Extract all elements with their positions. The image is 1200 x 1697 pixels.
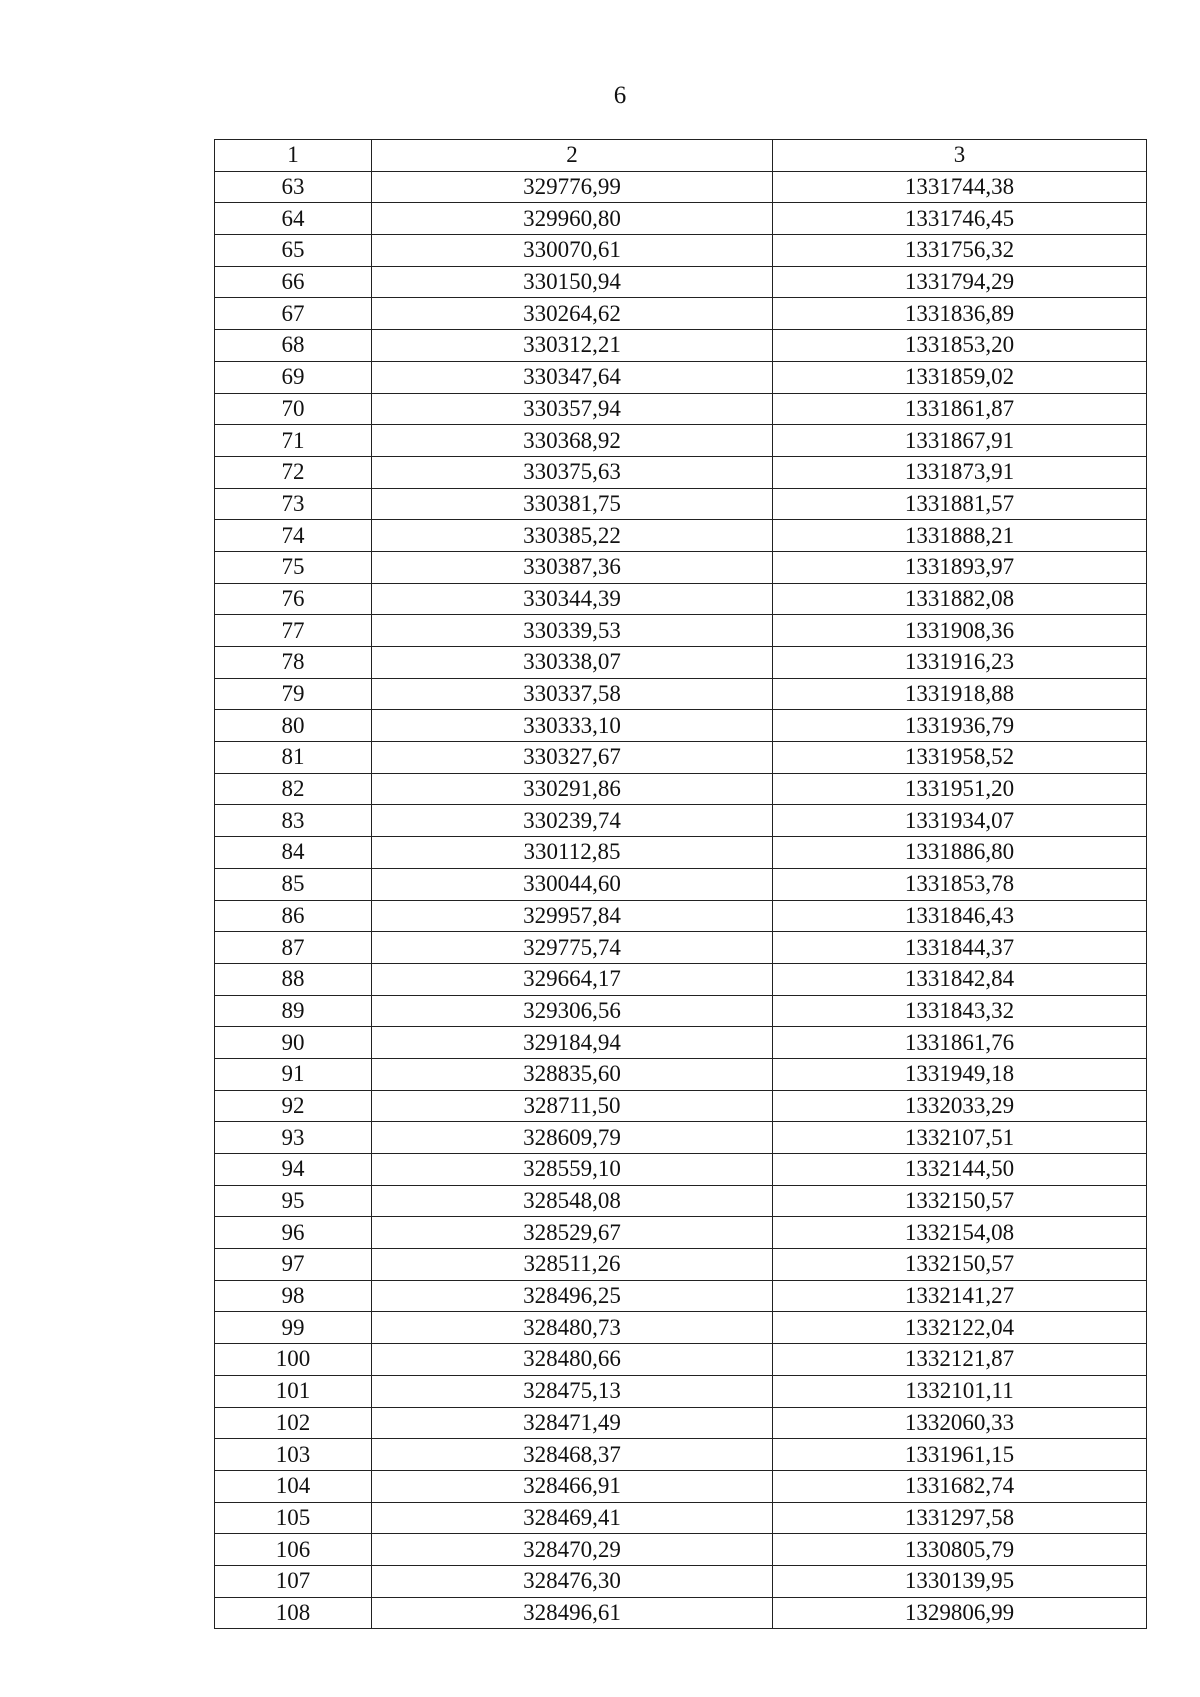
table-row xyxy=(215,1565,1147,1597)
point-number-cell: 86 xyxy=(215,900,372,932)
y-coordinate-cell: 1331844,37 xyxy=(773,932,1147,964)
table-row xyxy=(215,456,1147,488)
x-coordinate-cell: 328466,91 xyxy=(372,1470,773,1502)
x-coordinate-cell: 330333,10 xyxy=(372,710,773,742)
x-coordinate-cell: 328471,49 xyxy=(372,1407,773,1439)
column-header: 3 xyxy=(773,140,1147,172)
y-coordinate-cell: 1331873,91 xyxy=(773,456,1147,488)
coordinates-table xyxy=(214,139,1147,1629)
x-coordinate-cell: 328496,61 xyxy=(372,1597,773,1629)
y-coordinate-cell: 1331961,15 xyxy=(773,1439,1147,1471)
table-row xyxy=(215,1280,1147,1312)
table-row xyxy=(215,615,1147,647)
point-number-cell: 105 xyxy=(215,1502,372,1534)
table-row xyxy=(215,1154,1147,1186)
table-row xyxy=(215,710,1147,742)
table-row xyxy=(215,203,1147,235)
x-coordinate-cell: 330381,75 xyxy=(372,488,773,520)
x-coordinate-cell: 328559,10 xyxy=(372,1154,773,1186)
point-number-cell: 104 xyxy=(215,1470,372,1502)
point-number-cell: 80 xyxy=(215,710,372,742)
table-row xyxy=(215,1407,1147,1439)
y-coordinate-cell: 1331859,02 xyxy=(773,361,1147,393)
point-number-cell: 81 xyxy=(215,742,372,774)
x-coordinate-cell: 329775,74 xyxy=(372,932,773,964)
point-number-cell: 94 xyxy=(215,1154,372,1186)
point-number-cell: 74 xyxy=(215,520,372,552)
table-row xyxy=(215,235,1147,267)
table-row xyxy=(215,963,1147,995)
point-number-cell: 108 xyxy=(215,1597,372,1629)
table-row xyxy=(215,1597,1147,1629)
y-coordinate-cell: 1331888,21 xyxy=(773,520,1147,552)
point-number-cell: 93 xyxy=(215,1122,372,1154)
table-row xyxy=(215,900,1147,932)
x-coordinate-cell: 329664,17 xyxy=(372,963,773,995)
point-number-cell: 83 xyxy=(215,805,372,837)
y-coordinate-cell: 1331746,45 xyxy=(773,203,1147,235)
table-row xyxy=(215,995,1147,1027)
page-number: 6 xyxy=(613,82,627,109)
table-row xyxy=(215,361,1147,393)
point-number-cell: 71 xyxy=(215,425,372,457)
table-row xyxy=(215,1027,1147,1059)
point-number-cell: 99 xyxy=(215,1312,372,1344)
table-row xyxy=(215,773,1147,805)
x-coordinate-cell: 328609,79 xyxy=(372,1122,773,1154)
y-coordinate-cell: 1332154,08 xyxy=(773,1217,1147,1249)
table-row xyxy=(215,1058,1147,1090)
table-row xyxy=(215,520,1147,552)
point-number-cell: 67 xyxy=(215,298,372,330)
point-number-cell: 90 xyxy=(215,1027,372,1059)
x-coordinate-cell: 330368,92 xyxy=(372,425,773,457)
y-coordinate-cell: 1331682,74 xyxy=(773,1470,1147,1502)
table-row xyxy=(215,1502,1147,1534)
point-number-cell: 87 xyxy=(215,932,372,964)
point-number-cell: 68 xyxy=(215,330,372,362)
y-coordinate-cell: 1331893,97 xyxy=(773,551,1147,583)
point-number-cell: 69 xyxy=(215,361,372,393)
y-coordinate-cell: 1332060,33 xyxy=(773,1407,1147,1439)
y-coordinate-cell: 1332101,11 xyxy=(773,1375,1147,1407)
table-row xyxy=(215,678,1147,710)
x-coordinate-cell: 328470,29 xyxy=(372,1534,773,1566)
point-number-cell: 95 xyxy=(215,1185,372,1217)
y-coordinate-cell: 1331949,18 xyxy=(773,1058,1147,1090)
point-number-cell: 85 xyxy=(215,868,372,900)
y-coordinate-cell: 1331936,79 xyxy=(773,710,1147,742)
y-coordinate-cell: 1331836,89 xyxy=(773,298,1147,330)
point-number-cell: 92 xyxy=(215,1090,372,1122)
x-coordinate-cell: 329776,99 xyxy=(372,171,773,203)
table-body xyxy=(215,171,1147,1629)
x-coordinate-cell: 329306,56 xyxy=(372,995,773,1027)
x-coordinate-cell: 329184,94 xyxy=(372,1027,773,1059)
point-number-cell: 84 xyxy=(215,837,372,869)
y-coordinate-cell: 1331867,91 xyxy=(773,425,1147,457)
table-row xyxy=(215,1249,1147,1281)
point-number-cell: 98 xyxy=(215,1280,372,1312)
x-coordinate-cell: 328480,73 xyxy=(372,1312,773,1344)
point-number-cell: 64 xyxy=(215,203,372,235)
y-coordinate-cell: 1330139,95 xyxy=(773,1565,1147,1597)
point-number-cell: 107 xyxy=(215,1565,372,1597)
point-number-cell: 100 xyxy=(215,1344,372,1376)
point-number-cell: 102 xyxy=(215,1407,372,1439)
x-coordinate-cell: 328480,66 xyxy=(372,1344,773,1376)
x-coordinate-cell: 330387,36 xyxy=(372,551,773,583)
x-coordinate-cell: 330150,94 xyxy=(372,266,773,298)
table-row xyxy=(215,1439,1147,1471)
point-number-cell: 75 xyxy=(215,551,372,583)
x-coordinate-cell: 330344,39 xyxy=(372,583,773,615)
x-coordinate-cell: 328496,25 xyxy=(372,1280,773,1312)
x-coordinate-cell: 330375,63 xyxy=(372,456,773,488)
y-coordinate-cell: 1331794,29 xyxy=(773,266,1147,298)
table-row xyxy=(215,647,1147,679)
table-row xyxy=(215,742,1147,774)
table-row xyxy=(215,330,1147,362)
y-coordinate-cell: 1331882,08 xyxy=(773,583,1147,615)
point-number-cell: 103 xyxy=(215,1439,372,1471)
point-number-cell: 70 xyxy=(215,393,372,425)
point-number-cell: 66 xyxy=(215,266,372,298)
table-row xyxy=(215,1344,1147,1376)
column-header: 1 xyxy=(215,140,372,172)
table-row xyxy=(215,1185,1147,1217)
y-coordinate-cell: 1331958,52 xyxy=(773,742,1147,774)
x-coordinate-cell: 330338,07 xyxy=(372,647,773,679)
x-coordinate-cell: 328468,37 xyxy=(372,1439,773,1471)
y-coordinate-cell: 1331951,20 xyxy=(773,773,1147,805)
x-coordinate-cell: 330337,58 xyxy=(372,678,773,710)
point-number-cell: 88 xyxy=(215,963,372,995)
y-coordinate-cell: 1331756,32 xyxy=(773,235,1147,267)
x-coordinate-cell: 330291,86 xyxy=(372,773,773,805)
point-number-cell: 91 xyxy=(215,1058,372,1090)
table-row xyxy=(215,837,1147,869)
table-row xyxy=(215,488,1147,520)
point-number-cell: 72 xyxy=(215,456,372,488)
y-coordinate-cell: 1332107,51 xyxy=(773,1122,1147,1154)
point-number-cell: 97 xyxy=(215,1249,372,1281)
x-coordinate-cell: 328476,30 xyxy=(372,1565,773,1597)
point-number-cell: 106 xyxy=(215,1534,372,1566)
point-number-cell: 73 xyxy=(215,488,372,520)
table-row xyxy=(215,393,1147,425)
y-coordinate-cell: 1332144,50 xyxy=(773,1154,1147,1186)
x-coordinate-cell: 330312,21 xyxy=(372,330,773,362)
y-coordinate-cell: 1331886,80 xyxy=(773,837,1147,869)
table-row xyxy=(215,425,1147,457)
y-coordinate-cell: 1329806,99 xyxy=(773,1597,1147,1629)
table-row xyxy=(215,298,1147,330)
y-coordinate-cell: 1331916,23 xyxy=(773,647,1147,679)
y-coordinate-cell: 1331744,38 xyxy=(773,171,1147,203)
x-coordinate-cell: 330112,85 xyxy=(372,837,773,869)
table-row xyxy=(215,805,1147,837)
table-row xyxy=(215,1122,1147,1154)
y-coordinate-cell: 1331843,32 xyxy=(773,995,1147,1027)
y-coordinate-cell: 1330805,79 xyxy=(773,1534,1147,1566)
y-coordinate-cell: 1331881,57 xyxy=(773,488,1147,520)
table-row xyxy=(215,1312,1147,1344)
x-coordinate-cell: 329960,80 xyxy=(372,203,773,235)
y-coordinate-cell: 1331861,76 xyxy=(773,1027,1147,1059)
y-coordinate-cell: 1331918,88 xyxy=(773,678,1147,710)
x-coordinate-cell: 330327,67 xyxy=(372,742,773,774)
table-row xyxy=(215,583,1147,615)
x-coordinate-cell: 328475,13 xyxy=(372,1375,773,1407)
x-coordinate-cell: 328469,41 xyxy=(372,1502,773,1534)
y-coordinate-cell: 1331846,43 xyxy=(773,900,1147,932)
point-number-cell: 79 xyxy=(215,678,372,710)
x-coordinate-cell: 330239,74 xyxy=(372,805,773,837)
x-coordinate-cell: 328511,26 xyxy=(372,1249,773,1281)
x-coordinate-cell: 328711,50 xyxy=(372,1090,773,1122)
point-number-cell: 77 xyxy=(215,615,372,647)
y-coordinate-cell: 1331934,07 xyxy=(773,805,1147,837)
table-row xyxy=(215,1090,1147,1122)
table-row xyxy=(215,1375,1147,1407)
table-row xyxy=(215,1534,1147,1566)
y-coordinate-cell: 1331842,84 xyxy=(773,963,1147,995)
x-coordinate-cell: 330070,61 xyxy=(372,235,773,267)
y-coordinate-cell: 1332122,04 xyxy=(773,1312,1147,1344)
y-coordinate-cell: 1332150,57 xyxy=(773,1249,1147,1281)
table-row xyxy=(215,171,1147,203)
table-row xyxy=(215,551,1147,583)
x-coordinate-cell: 330385,22 xyxy=(372,520,773,552)
table-row xyxy=(215,1217,1147,1249)
x-coordinate-cell: 328835,60 xyxy=(372,1058,773,1090)
column-header: 2 xyxy=(372,140,773,172)
y-coordinate-cell: 1331853,78 xyxy=(773,868,1147,900)
x-coordinate-cell: 330264,62 xyxy=(372,298,773,330)
table-row xyxy=(215,1470,1147,1502)
table-row xyxy=(215,868,1147,900)
point-number-cell: 65 xyxy=(215,235,372,267)
point-number-cell: 82 xyxy=(215,773,372,805)
x-coordinate-cell: 330044,60 xyxy=(372,868,773,900)
x-coordinate-cell: 329957,84 xyxy=(372,900,773,932)
y-coordinate-cell: 1331297,58 xyxy=(773,1502,1147,1534)
y-coordinate-cell: 1331861,87 xyxy=(773,393,1147,425)
table-row xyxy=(215,266,1147,298)
point-number-cell: 76 xyxy=(215,583,372,615)
y-coordinate-cell: 1332121,87 xyxy=(773,1344,1147,1376)
y-coordinate-cell: 1332033,29 xyxy=(773,1090,1147,1122)
point-number-cell: 101 xyxy=(215,1375,372,1407)
point-number-cell: 96 xyxy=(215,1217,372,1249)
y-coordinate-cell: 1332150,57 xyxy=(773,1185,1147,1217)
point-number-cell: 78 xyxy=(215,647,372,679)
point-number-cell: 89 xyxy=(215,995,372,1027)
x-coordinate-cell: 330357,94 xyxy=(372,393,773,425)
table-header-row xyxy=(215,140,1147,172)
point-number-cell: 63 xyxy=(215,171,372,203)
x-coordinate-cell: 328548,08 xyxy=(372,1185,773,1217)
x-coordinate-cell: 330347,64 xyxy=(372,361,773,393)
y-coordinate-cell: 1331908,36 xyxy=(773,615,1147,647)
table-row xyxy=(215,932,1147,964)
x-coordinate-cell: 330339,53 xyxy=(372,615,773,647)
y-coordinate-cell: 1331853,20 xyxy=(773,330,1147,362)
x-coordinate-cell: 328529,67 xyxy=(372,1217,773,1249)
y-coordinate-cell: 1332141,27 xyxy=(773,1280,1147,1312)
